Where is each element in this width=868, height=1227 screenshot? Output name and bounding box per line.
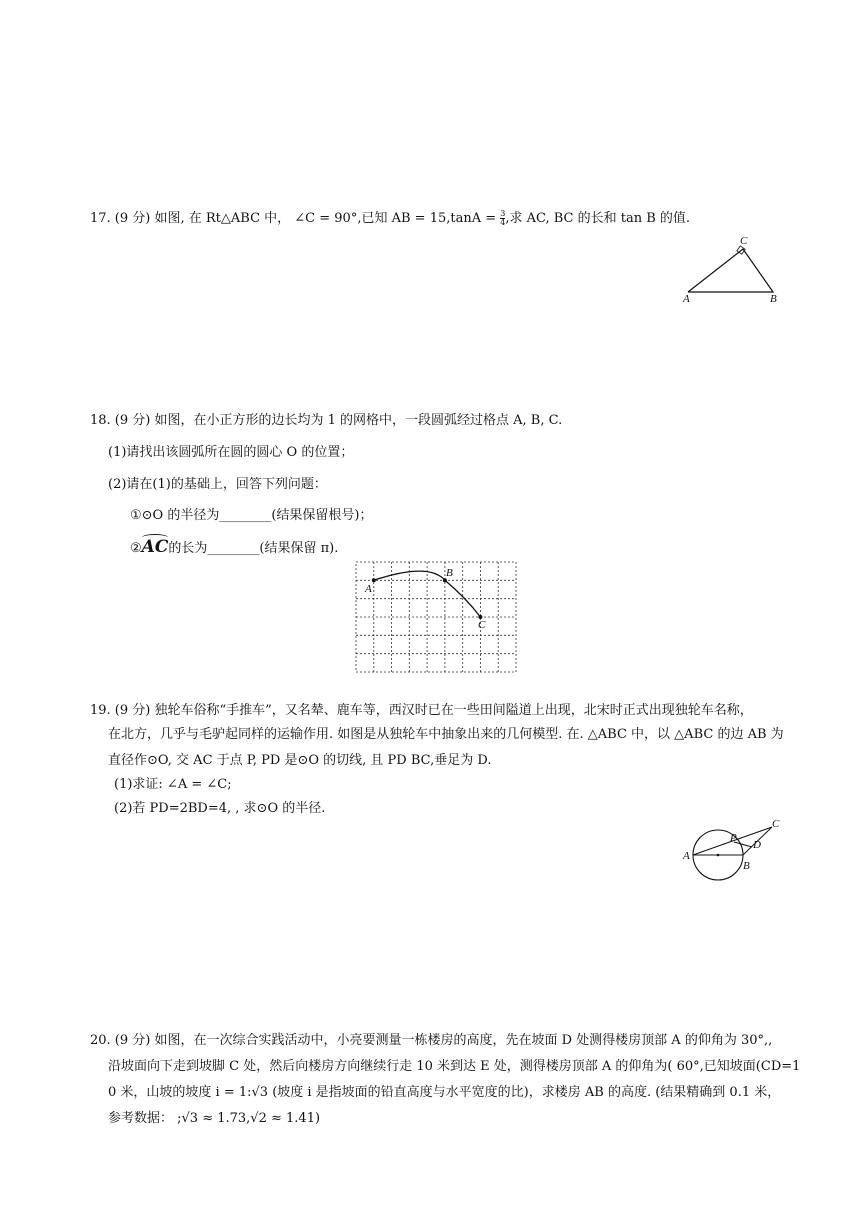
q17-triangle-figure	[678, 232, 784, 304]
q17-label-c: C	[740, 235, 748, 247]
q17-text	[90, 210, 690, 228]
q19-line2: 在北方，几乎与毛驴起同样的运输作用. 如图是从独轮车中抽象出来的几何模型. 在. △ABC 中，以 △ABC 的边 AB 为	[108, 727, 784, 742]
q19-label-a: A	[683, 850, 690, 862]
q19-line4: (1)求证: ∠A = ∠C;	[114, 777, 232, 792]
q20-line4: 参考数据： ;√3 ≈ 1.73,√2 ≈ 1.41)	[108, 1111, 321, 1126]
q18-label-c: C	[478, 619, 486, 631]
q17-text-a: 17. (9 分) 如图, 在 Rt△ABC 中， ∠C = 90°,已知 AB = 15,tanA =	[90, 211, 501, 226]
q18-line5-suffix: 的长为________(结果保留 π).	[168, 541, 339, 556]
q18-line3: (2)请在(1)的基础上，回答下列问题：	[108, 477, 327, 492]
q19-circle-figure	[680, 815, 784, 885]
q18-line1: 18. (9 分) 如图，在小正方形的边长均为 1 的网格中，一段圆弧经过格点 A, B, C.	[90, 413, 563, 428]
q19-line1: 19. (9 分) 独轮车俗称“手推车”，又名辇、鹿车等，西汉时已在一些田间隘道上出现，北宋时正式出现独轮车名称，	[90, 703, 753, 718]
q17-text-b: ,求 AC, BC 的长和 tan B 的值.	[505, 211, 691, 226]
q18-circle-2: ②	[130, 541, 142, 556]
q18-line2: (1)请找出该圆弧所在圆的圆心 O 的位置；	[108, 445, 354, 460]
q18-label-b: B	[446, 567, 453, 579]
q19-label-d: D	[753, 839, 761, 851]
q20-line2: 沿坡面向下走到坡脚 C 处，然后向楼房方向继续行走 10 米到达 E 处，测得楼房顶部 A 的仰角为( 60°,已知坡面(CD=1	[108, 1059, 801, 1074]
q19-line3: 直径作⊙O, 交 AC 于点 P, PD 是⊙O 的切线, 且 PD BC,垂足为 D.	[108, 753, 492, 768]
q20-line1: 20. (9 分) 如图，在一次综合实践活动中，小亮要测量一栋楼房的高度，先在坡面 D 处测得楼房顶部 A 的仰角为 30°,,	[90, 1033, 773, 1048]
q20-line3: 0 米，山坡的坡度 i = 1:√3 (坡度 i 是指坡面的铅直高度与水平宽度的比)，求楼房 AB 的高度. (结果精确到 0.1 米，	[108, 1085, 781, 1100]
q18-grid-figure	[354, 560, 518, 674]
q19-label-c: C	[772, 818, 780, 830]
q19-line5: (2)若 PD=2BD=4, , 求⊙O 的半径.	[114, 801, 326, 816]
q17-label-b: B	[770, 293, 777, 304]
q18-line4: ①⊙O 的半径为________(结果保留根号)；	[130, 508, 373, 523]
q18-arc-ac: AC	[142, 538, 169, 556]
q19-label-b: B	[743, 860, 750, 872]
q17-fraction: $\frac{3}{4}$	[500, 209, 506, 227]
q19-label-p: P	[730, 832, 737, 844]
q18-line5	[130, 538, 338, 558]
q18-label-a: A	[365, 583, 372, 595]
q17-label-a: A	[683, 293, 690, 304]
